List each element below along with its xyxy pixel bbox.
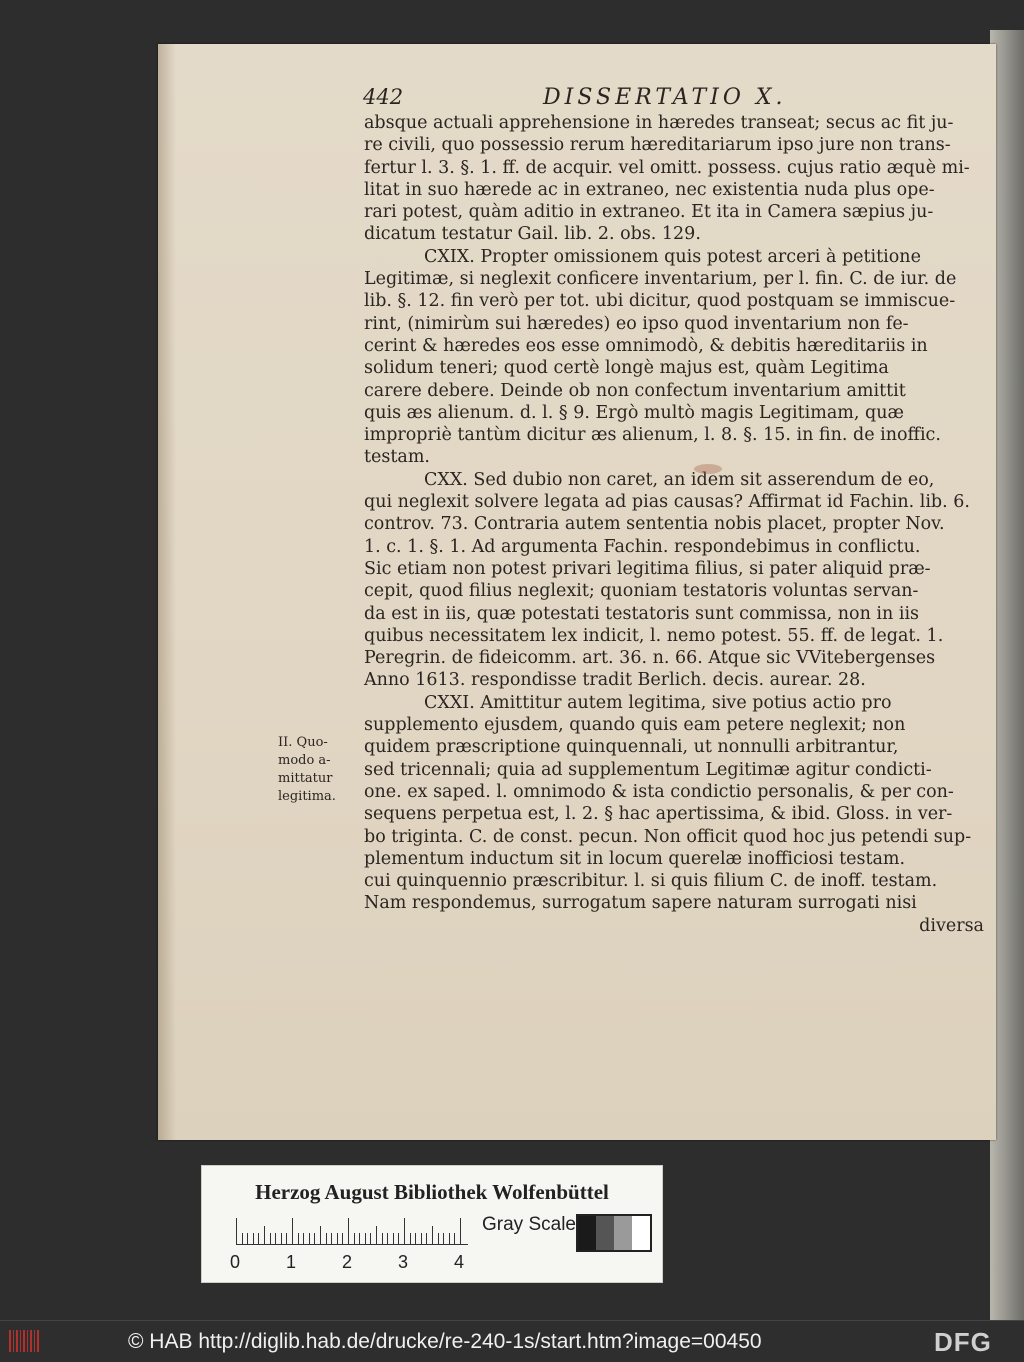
gray-scale-label: Gray Scale	[482, 1214, 576, 1235]
library-name: Herzog August Bibliothek Wolfenbüttel	[255, 1180, 609, 1204]
ruler-tick	[398, 1233, 399, 1244]
ruler-tick	[247, 1233, 248, 1244]
marginal-line: II. Quo-	[278, 735, 328, 750]
paragraph-cxxi	[364, 692, 984, 915]
dfg-logo: DFG	[934, 1327, 992, 1357]
catchword: diversa	[919, 915, 984, 936]
ruler-tick	[331, 1233, 332, 1244]
page-gutter-shadow	[158, 44, 176, 1140]
text-line: sed tricennali; quia ad supplementum Legitimæ agitur condicti-	[364, 759, 932, 780]
ruler-tick	[443, 1233, 444, 1244]
ruler-tick	[454, 1233, 455, 1244]
ruler-tick	[460, 1218, 461, 1244]
text-line: Peregrin. de fideicomm. art. 36. n. 66. Atque sic VVitebergenses	[364, 648, 936, 669]
ruler-number: 4	[454, 1252, 465, 1272]
text-line: Nam respondemus, surrogatum sapere naturam surrogati nisi	[364, 893, 917, 914]
ruler-tick	[342, 1233, 343, 1244]
library-label-card	[201, 1165, 663, 1283]
ruler-tick	[320, 1226, 321, 1244]
ruler-tick	[314, 1233, 315, 1244]
gray-swatch	[596, 1216, 614, 1250]
text-line: testam.	[364, 447, 430, 468]
ruler-tick	[303, 1233, 304, 1244]
text-line: Legitimæ, si neglexit conficere inventarium, per l. fin. C. de iur. de	[364, 269, 957, 290]
ruler-tick	[270, 1233, 271, 1244]
measurement-ruler	[236, 1218, 468, 1245]
ruler-tick	[236, 1218, 237, 1244]
ruler-number: 1	[286, 1252, 297, 1272]
text-line: controv. 73. Contraria autem sententia nobis placet, propter Nov.	[364, 514, 945, 535]
text-line: carere debere. Deinde ob non confectum inventarium amittit	[364, 380, 906, 401]
text-line: cerint & hæredes eos esse omnimodò, & debitis hæreditariis in	[364, 335, 928, 356]
ruler-tick	[376, 1226, 377, 1244]
ruler-tick	[438, 1233, 439, 1244]
marginal-note	[278, 734, 348, 806]
text-line: fertur l. 3. §. 1. ff. de acquir. vel omitt. possess. cujus ratio æquè mi-	[364, 157, 970, 178]
ruler-tick	[415, 1233, 416, 1244]
ruler-number: 2	[342, 1252, 353, 1272]
text-line: bo triginta. C. de const. pecun. Non officit quod hoc jus petendi sup-	[364, 826, 972, 847]
text-line: impropriè tantùm dicitur æs alienum, l. 8. §. 15. in fin. de inoffic.	[364, 425, 941, 446]
ruler-tick	[370, 1233, 371, 1244]
text-line: supplemento ejusdem, quando quis eam petere neglexit; non	[364, 715, 906, 736]
text-line: CXX. Sed dubio non caret, an idem sit asserendum de eo,	[424, 469, 935, 490]
ruler-tick	[292, 1218, 293, 1244]
hab-barcode-icon	[8, 1328, 42, 1354]
gray-swatch	[578, 1216, 596, 1250]
body-text	[364, 112, 984, 937]
ruler-tick	[258, 1233, 259, 1244]
copyright-url: © HAB http://diglib.hab.de/drucke/re-240-1s/start.htm?image=00450	[128, 1330, 762, 1353]
text-line: quidem præscriptione quinquennali, ut nonnulli arbitrantur,	[364, 737, 899, 758]
text-line: litat in suo hærede ac in extraneo, nec existentia nuda plus ope-	[364, 179, 935, 200]
ruler-tick	[275, 1233, 276, 1244]
text-line: rari potest, quàm aditio in extraneo. Et ita in Camera sæpius ju-	[364, 202, 934, 223]
ruler-tick	[242, 1233, 243, 1244]
text-line: sequens perpetua est, l. 2. § hac apertissima, & ibid. Gloss. in ver-	[364, 804, 953, 825]
ruler-tick	[253, 1233, 254, 1244]
book-page	[158, 44, 996, 1140]
ruler-number: 3	[398, 1252, 409, 1272]
text-line: plementum inductum sit in locum querelæ inofficiosi testam.	[364, 848, 906, 869]
text-line: 1. c. 1. §. 1. Ad argumenta Fachin. respondebimus in conflictu.	[364, 536, 921, 557]
text-line: Anno 1613. respondisse tradit Berlich. decis. aurear. 28.	[364, 670, 866, 691]
ruler-tick	[421, 1233, 422, 1244]
ruler-tick	[286, 1233, 287, 1244]
gray-swatch	[614, 1216, 632, 1250]
page-number: 442	[363, 85, 404, 109]
text-line: da est in iis, quæ potestati testatoris sunt commissa, non in iis	[364, 603, 920, 624]
text-line: absque actuali apprehensione in hæredes transeat; secus ac fit ju-	[364, 113, 954, 133]
text-line: cui quinquennio præscribitur. l. si quis filium C. de inoff. testam.	[364, 871, 938, 892]
gray-swatch	[632, 1216, 650, 1250]
running-title: DISSERTATIO X.	[543, 85, 787, 110]
paragraph-cxx	[364, 469, 984, 692]
ruler-tick	[426, 1233, 427, 1244]
gray-scale-swatches	[576, 1214, 652, 1252]
text-line: qui neglexit solvere legata ad pias causas? Affirmat id Fachin. lib. 6.	[364, 492, 970, 513]
ruler-tick	[281, 1233, 282, 1244]
text-line: Sic etiam non potest privari legitima filius, si pater aliquid præ-	[364, 558, 931, 579]
ruler-tick	[387, 1233, 388, 1244]
text-line: CXIX. Propter omissionem quis potest arceri à petitione	[424, 246, 921, 267]
ruler-tick	[404, 1218, 405, 1244]
ruler-tick	[359, 1233, 360, 1244]
ruler-tick	[298, 1233, 299, 1244]
text-line: quis æs alienum. d. l. § 9. Ergò multò magis Legitimam, quæ	[364, 402, 904, 423]
marginal-line: mittatur	[278, 771, 333, 786]
ruler-tick	[348, 1218, 349, 1244]
ruler-tick	[393, 1233, 394, 1244]
ruler-tick	[326, 1233, 327, 1244]
ruler-tick	[365, 1233, 366, 1244]
ruler-tick	[410, 1233, 411, 1244]
ink-stain	[694, 464, 722, 474]
ruler-tick	[337, 1233, 338, 1244]
ruler-tick	[382, 1233, 383, 1244]
ruler-numbers	[230, 1252, 470, 1272]
text-line: lib. §. 12. fin verò per tot. ubi dicitur, quod postquam se immiscue-	[364, 291, 956, 312]
marginal-line: legitima.	[278, 789, 336, 804]
marginal-line: modo a-	[278, 753, 331, 768]
ruler-tick	[449, 1233, 450, 1244]
text-line: CXXI. Amittitur autem legitima, sive potius actio pro	[424, 692, 892, 713]
ruler-tick	[309, 1233, 310, 1244]
text-line: cepit, quod filius neglexit; quoniam testatoris voluntas servan-	[364, 581, 919, 602]
text-line: quibus necessitatem lex indicit, l. nemo potest. 55. ff. de legat. 1.	[364, 625, 944, 646]
text-line: re civili, quo possessio rerum hæreditariarum ipso jure non trans-	[364, 135, 951, 156]
text-line: solidum teneri; quod certè longè majus est, quàm Legitima	[364, 358, 889, 379]
opening-lines	[364, 112, 984, 246]
ruler-number: 0	[230, 1252, 241, 1272]
footer-bar	[0, 1320, 1024, 1362]
ruler-tick	[354, 1233, 355, 1244]
ruler-tick	[432, 1226, 433, 1244]
text-line: dicatum testatur Gail. lib. 2. obs. 129.	[364, 224, 701, 245]
ruler-tick	[264, 1226, 265, 1244]
text-line: one. ex saped. l. omnimodo & ista condictio personalis, & per con-	[364, 781, 954, 802]
paragraph-cxix	[364, 246, 984, 469]
text-line: rint, (nimirùm sui hæredes) eo ipso quod inventarium non fe-	[364, 313, 909, 334]
